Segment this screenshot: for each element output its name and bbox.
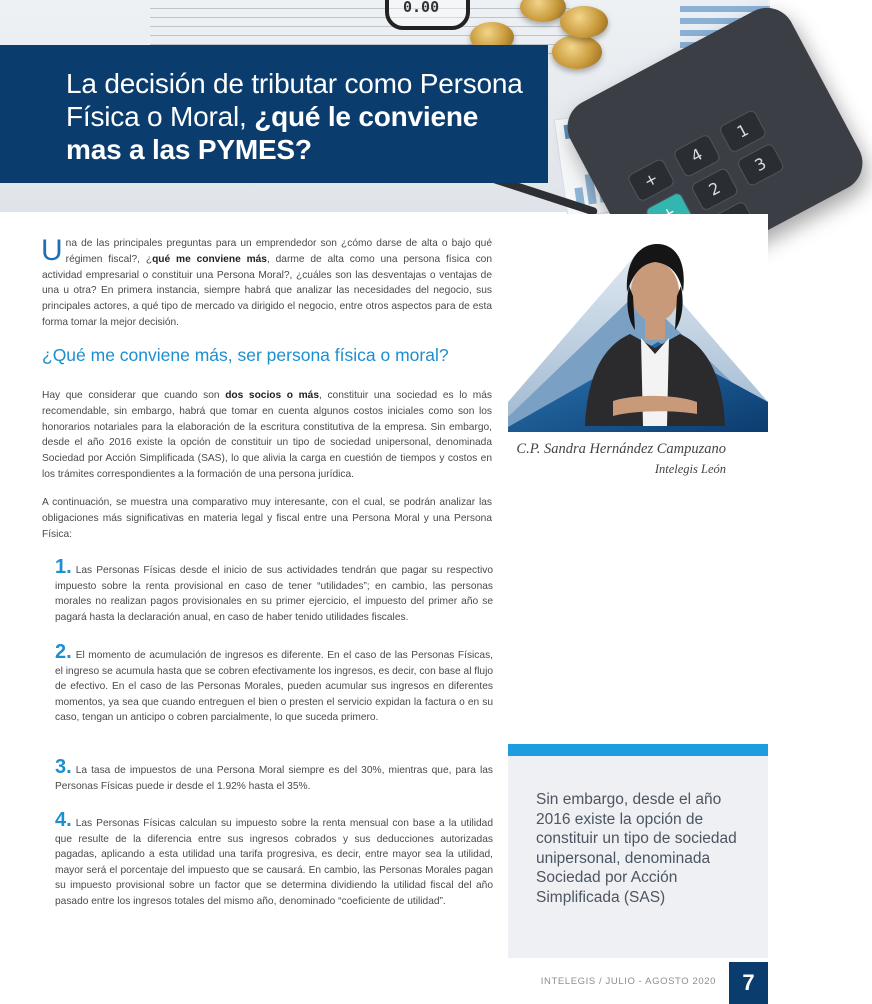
item-number: 3. <box>55 756 72 778</box>
para2-text-a: Hay que considerar que cuando son <box>42 390 226 401</box>
title-banner <box>0 45 548 183</box>
intro-text-a: na de las principales preguntas para un emprendedor son ¿cómo darse de alta o bajo qué régimen fiscal?, ¿ <box>65 238 492 265</box>
calc-key: 2 <box>690 167 739 212</box>
coin-icon <box>552 35 602 69</box>
item-number: 2. <box>55 641 72 663</box>
intro-bold: qué me conviene más <box>152 253 267 265</box>
drop-cap: U <box>41 234 63 267</box>
item-text: Las Personas Físicas calculan su impuesto sobre la renta mensual con base a la utilidad que resulte de la diferencia entre sus ingresos cobrados y sus deducciones autorizadas pagadas, aplicando a esta utilidad una tarifa progresiva, es decir, entre mayor sea la utilidad, mayor será el porcentaje del impuesto que se causará. En cambio, las Personas Morales pagan su impuesto provisional sobre un factor que se determina dividiendo la utilidad fiscal del año pasado entre los ingresos totales del mismo año, denominado “coeficiente de utilidad”. <box>55 818 493 907</box>
title-regular: La decisión de tributar como Persona Física o Moral, <box>66 68 523 132</box>
pull-quote: Sin embargo, desde el año 2016 existe la opción de constituir un tipo de sociedad unipersonal, denominada Sociedad por Acción Simplificada (SAS) <box>508 756 768 958</box>
item-text: La tasa de impuestos de una Persona Moral siempre es del 30%, mientras que, para las Personas Físicas puede ir desde el 1.92% hasta el 35%. <box>55 765 493 792</box>
pull-quote-accent-bar <box>508 744 768 756</box>
para2-text-b: , constituir una sociedad es lo más recomendable, sin embargo, habrá que tomar en cuenta algunos costos iniciales como son los honorarios notariales para la elaboración de la escritura constitutiva de la empresa. Sin embargo, desde el año 2016 existe la opción de constituir un tipo de sociedad unipersonal, denominada Sociedad por Acción Simplificada (SAS), lo que alivia la carga en cuestión de tiempos y costos en los trámites correspondientes a la formación de una persona jurídica. <box>42 390 492 480</box>
intro-paragraph <box>42 236 492 331</box>
author-organization: Intelegis León <box>654 462 726 476</box>
intro-text-b: , darme de alta como una persona física con actividad empresarial o constituir una Persona Moral?, ¿cuáles son las desventajas o ventajas de una u otra? En primera instancia, siempre habrá que analizar las necesidades del negocio, sus principales actores, a qué tipo de mercado va dirigido el negocio, entre otros aspectos para de esta forma tomar la mejor decisión. <box>42 253 492 328</box>
author-name: C.P. Sandra Hernández Campuzano <box>516 441 726 457</box>
body-paragraph: A continuación, se muestra una comparativo muy interesante, con el cual, se podrán analizar las obligaciones más significativas en materia legal y fiscal entre una Persona Moral y una Persona Física: <box>42 497 492 540</box>
item-text: El momento de acumulación de ingresos es diferente. En el caso de las Personas Físicas, el ingreso se acumula hasta que se cobren efectivamente los ingresos, es decir, con base al flujo de efectivo. En el caso de las Personas Morales, pueden acumular sus ingresos en diferentes momentos, ya sea que cuando entreguen el bien o presten el servicio expidan la factura o en su caso, tengan un anticipo o cobren parcialmente, lo que suceda primero. <box>55 650 493 724</box>
numbered-item <box>55 641 493 726</box>
calc-key: 1 <box>718 109 767 154</box>
coin-icon <box>560 6 608 38</box>
eyeglasses-illustration <box>385 0 470 30</box>
item-number: 1. <box>55 556 72 578</box>
item-number: 4. <box>55 809 72 831</box>
article-title <box>66 67 528 166</box>
hero-image <box>0 0 768 212</box>
para2-bold: dos socios o más <box>225 390 320 401</box>
numbered-item <box>55 809 493 910</box>
calc-key: + <box>626 158 675 203</box>
author-photo <box>575 226 735 426</box>
section-heading: ¿Qué me conviene más, ser persona física o moral? <box>42 345 449 365</box>
glasses-readout: 0.00 <box>403 0 440 16</box>
numbered-item <box>55 556 493 625</box>
item-text: Las Personas Físicas desde el inicio de sus actividades tendrán que pagar su respectivo impuesto sobre la renta provisional en caso de tener “utilidades”; en cambio, las personas morales no realizan pagos provisionales en su primer ejercicio, el impuesto del primer año se pagará hasta la declaración anual, en caso de haber tenido utilidades fiscales. <box>55 565 493 623</box>
calc-key: 4 <box>672 133 721 178</box>
page-number: 7 <box>729 962 768 1004</box>
body-paragraph <box>42 388 492 483</box>
numbered-item <box>55 756 493 794</box>
issue-footer: INTELEGIS / JULIO - AGOSTO 2020 <box>540 976 716 987</box>
title-bold: ¿qué le conviene mas a las PYMES? <box>66 101 479 165</box>
calc-key: 3 <box>736 142 785 187</box>
